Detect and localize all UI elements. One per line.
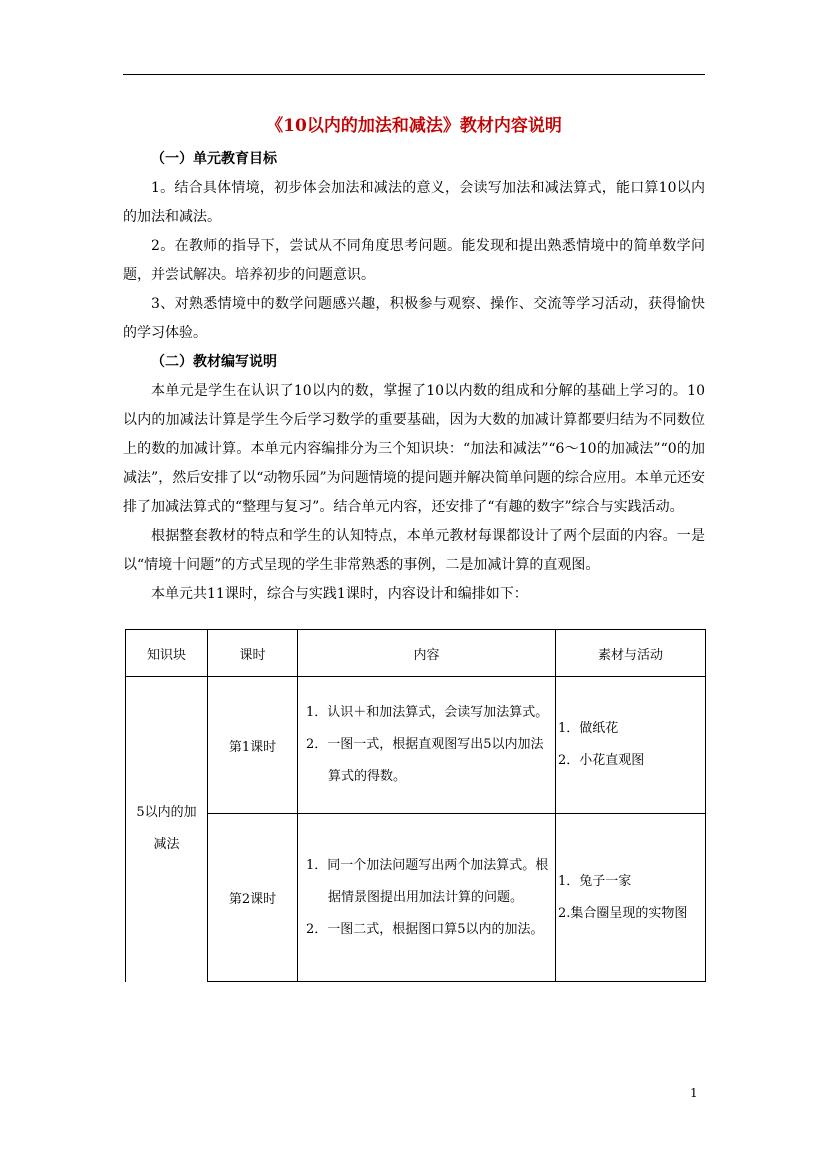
materials-cell	[556, 677, 706, 814]
knowledge-block-cell: 5以内的加减法	[126, 677, 208, 982]
header-rule	[123, 74, 705, 75]
paragraph: 本单元共11课时，综合与实践1课时，内容设计和编排如下：	[151, 586, 528, 602]
lesson-table	[125, 629, 706, 982]
material-item: 1．兔子一家	[558, 873, 632, 889]
content-item: 2．一图二式，根据图口算5以内的加法。	[306, 921, 544, 937]
content-item: 2．一图一式，根据直观图写出5以内加法算式的得数。	[306, 737, 544, 784]
section-heading-objectives: （一）单元教育目标	[151, 151, 277, 167]
document-title: 《10以内的加法和减法》教材内容说明	[266, 116, 562, 136]
lesson-cell: 第2课时	[208, 814, 298, 982]
paragraph: 2。在教师的指导下，尝试从不同角度思考问题。能发现和提出熟悉情境中的简单数学问题，并尝试解决。培养初步的问题意识。	[123, 238, 705, 283]
header-lesson: 课时	[208, 630, 298, 677]
material-item: 1．做纸花	[558, 721, 619, 736]
paragraph: 根据整套教材的特点和学生的认知特点，本单元教材每课都设计了两个层面的内容。一是以“情境十问题”的方式呈现的学生非常熟悉的事例，二是加减计算的直观图。	[123, 528, 705, 573]
header-materials: 素材与活动	[556, 630, 706, 677]
lesson-cell: 第1课时	[208, 677, 298, 814]
section-heading-materials: （二）教材编写说明	[151, 354, 277, 370]
table-row	[126, 677, 706, 814]
content-item: 1．同一个加法问题写出两个加法算式。根据情景图提出用加法计算的问题。	[306, 857, 549, 905]
header-content: 内容	[298, 630, 556, 677]
paragraph: 1。结合具体情境，初步体会加法和减法的意义，会读写加法和减法算式，能口算10以内的加法和减法。	[123, 180, 705, 225]
content-item: 1．认识＋和加法算式，会读写加法算式。	[306, 705, 549, 720]
header-knowledge-block: 知识块	[126, 630, 208, 677]
content-cell	[298, 677, 556, 814]
content-cell	[298, 814, 556, 982]
paragraph: 3、对熟悉情境中的数学问题感兴趣，积极参与观察、操作、交流等学习活动，获得愉快的学习体验。	[123, 296, 705, 341]
table-row	[126, 814, 706, 982]
material-item: 2.集合圈呈现的实物图	[558, 905, 688, 921]
table-header-row	[126, 630, 706, 677]
paragraph: 本单元是学生在认识了10以内的数，掌握了10以内数的组成和分解的基础上学习的。10以内的加减法计算是学生今后学习数学的重要基础，因为大数的加减计算都要归结为不同数位上的数的加减计算。本单元内容编排分为三个知识块：“加法和减法”“6～10的加减法”“0的加减法”，然后安排了以“动物乐园”为问题情境的提问题并解决简单问题的综合应用。本单元还安排了加减法算式的“整理与复习”。结合单元内容，还安排了“有趣的数字”综合与实践活动。	[123, 383, 705, 515]
page-number: 1	[690, 1086, 698, 1100]
materials-cell	[556, 814, 706, 982]
material-item: 2．小花直观图	[558, 753, 645, 768]
section-objectives	[123, 145, 705, 609]
